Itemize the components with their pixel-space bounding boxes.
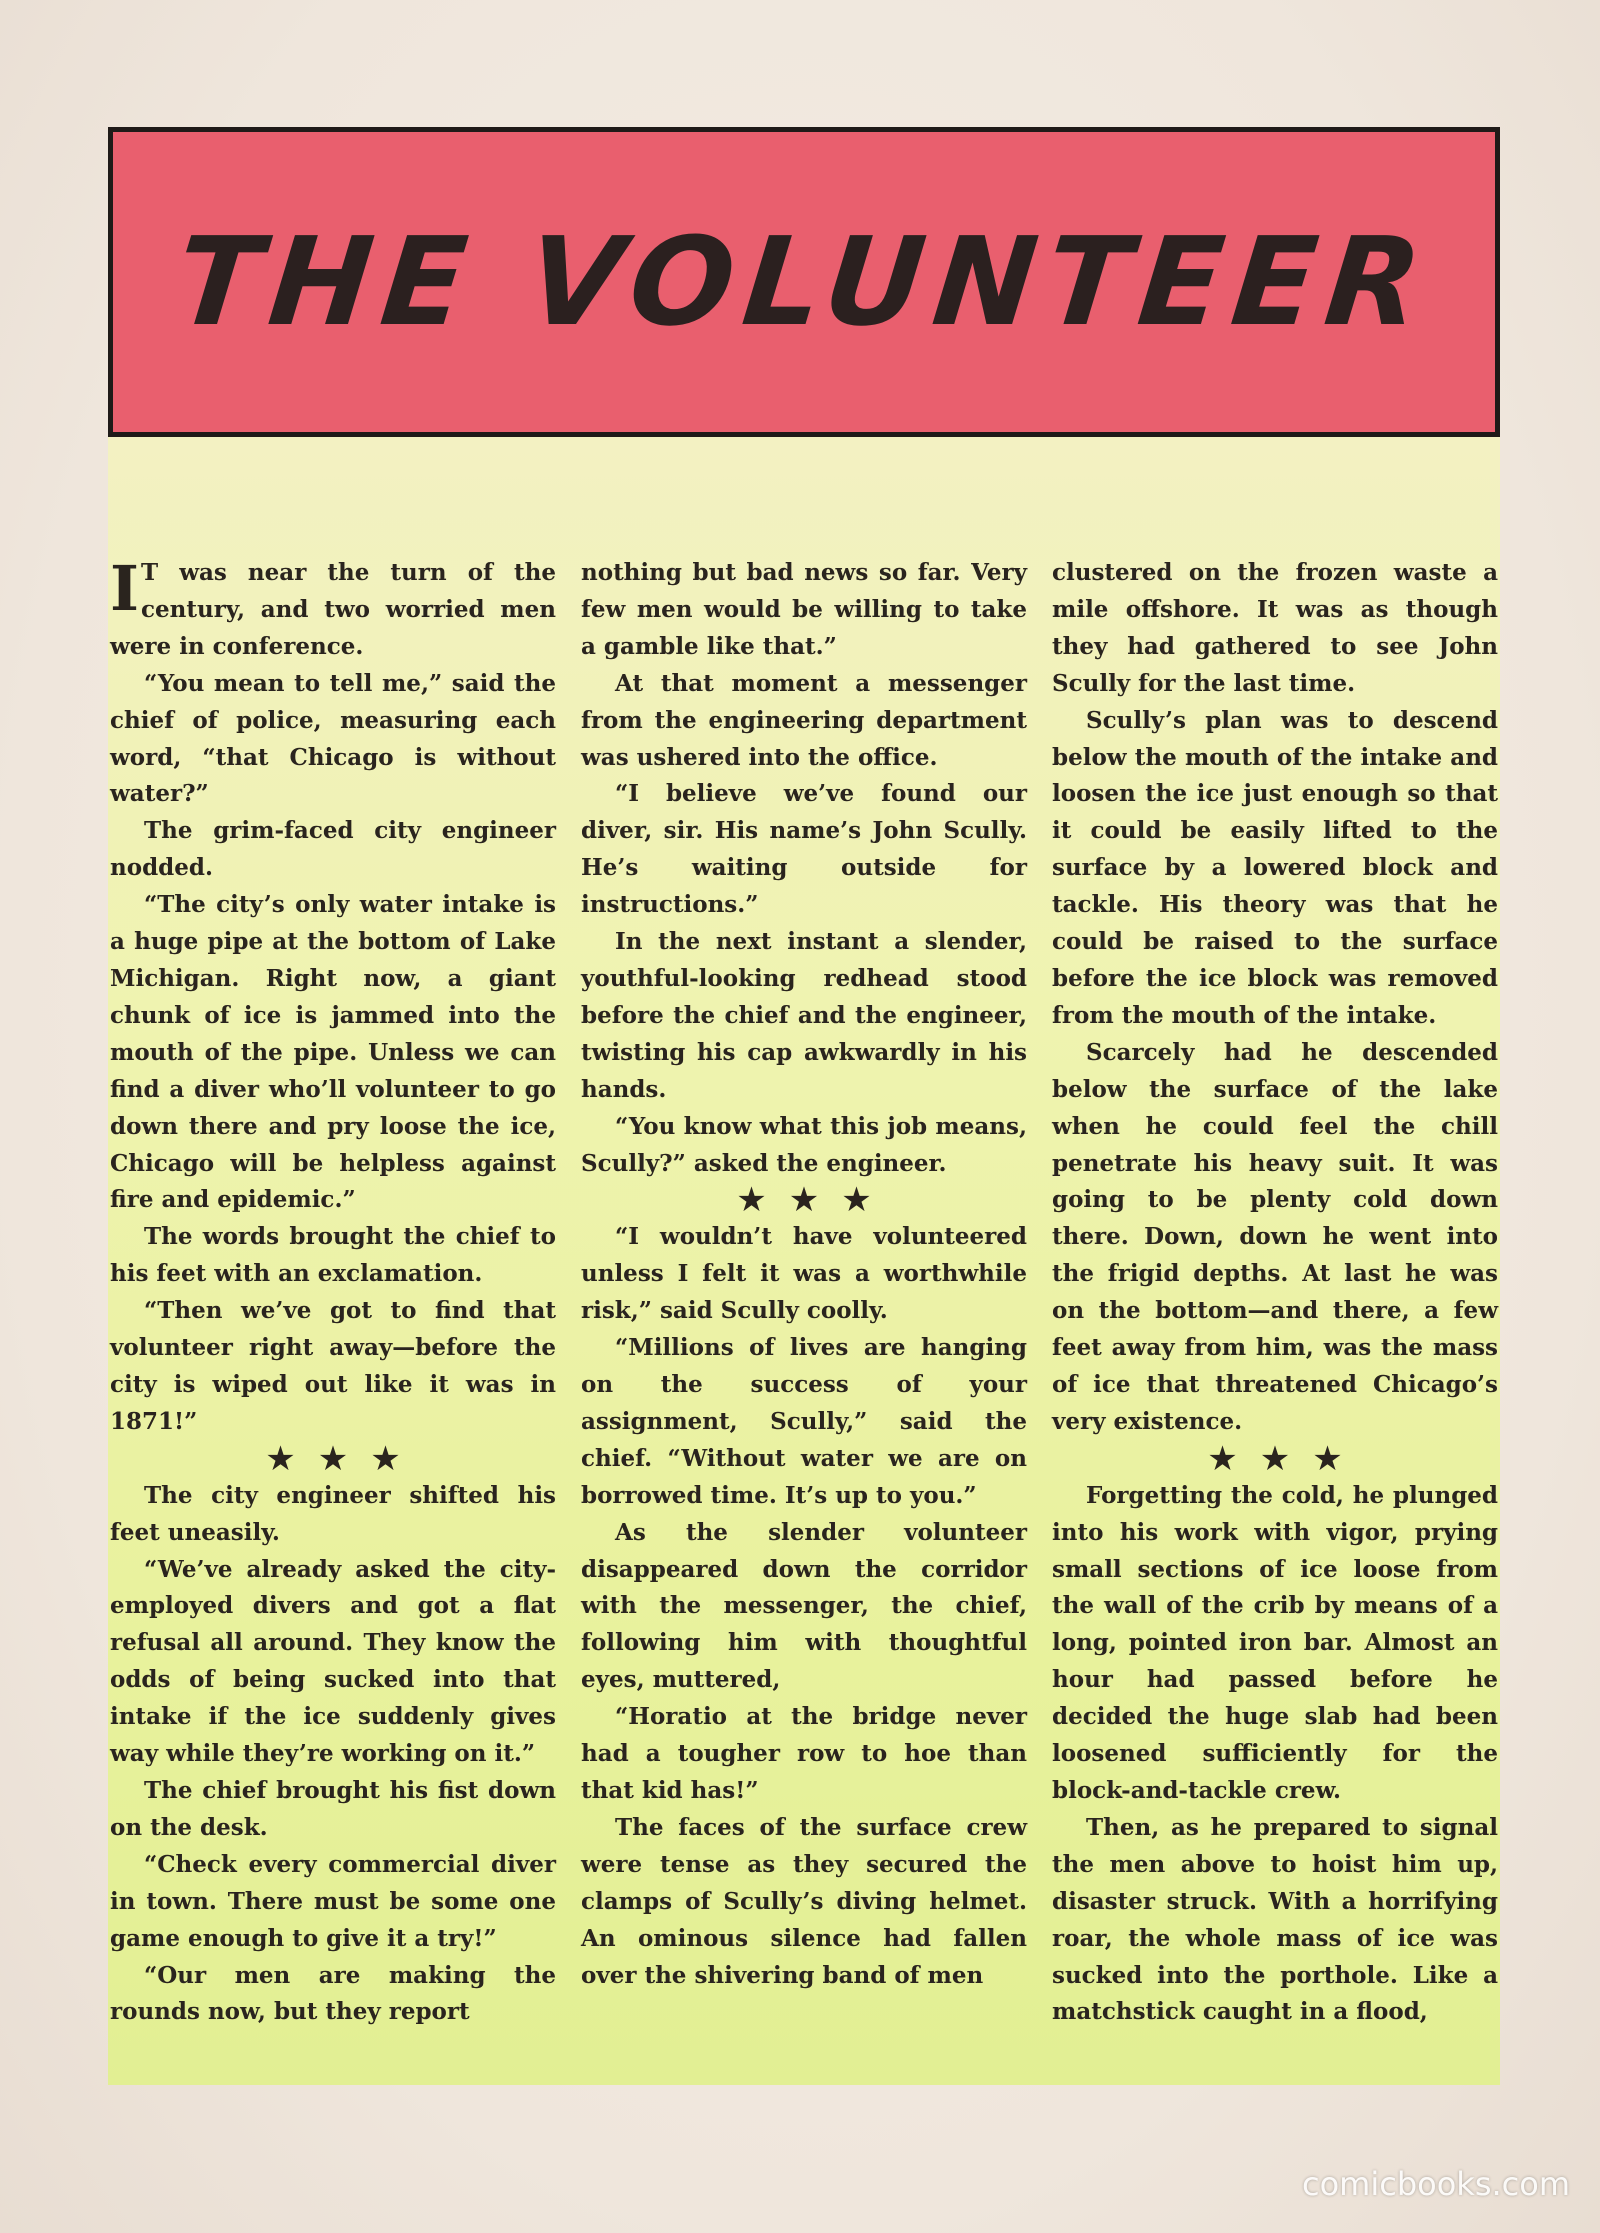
text-column-2 [581,555,1027,1994]
section-break-stars: ★★★ [1207,1438,1365,1479]
paragraph: “We’ve already asked the city-employed divers and got a flat refusal all around. They know the odds of being sucked into that intake if the ice suddenly gives way while they’re working on it.” [110,1555,556,1768]
paragraph: “Horatio at the bridge never had a tougher row to hoe than that kid has!” [581,1703,1027,1804]
paragraph: At that moment a messenger from the engineering department was ushered into the office. [581,669,1027,771]
section-break-stars: ★★★ [265,1438,423,1479]
paragraph: clustered on the frozen waste a mile offshore. It was as though they had gathered to see John Scully for the last time. [1052,559,1498,697]
paragraph: “You know what this job means, Scully?” asked the engineer. [581,1112,1027,1177]
paragraph: “Millions of lives are hanging on the success of your assignment, Scully,” said the chief. “Without water we are on borrowed time. It’s up to you.” [581,1334,1027,1509]
title-banner [108,127,1500,437]
paragraph: Forgetting the cold, he plunged into his work with vigor, prying small sections of ice loose from the wall of the crib by means of a long, pointed iron bar. Almost an hour had passed before he decided the huge slab had been loosened sufficiently for the block-and-tackle crew. [1052,1481,1498,1804]
paragraph: The city engineer shifted his feet uneasily. [110,1481,556,1546]
paragraph: Scully’s plan was to descend below the mouth of the intake and loosen the ice just enough so that it could be easily lifted to the surface by a lowered block and tackle. His theory was that he could be raised to the surface before the ice block was removed from the mouth of the intake. [1052,706,1498,1029]
paragraph: “You mean to tell me,” said the chief of police, measuring each word, “that Chicago is without water?” [110,669,556,808]
paragraph: In the next instant a slender, youthful-looking redhead stood before the chief and the engineer, twisting his cap awkwardly in his hands. [581,928,1027,1103]
site-watermark: comicbooks.com [1301,2165,1570,2203]
paragraph: “Our men are making the rounds now, but they report [110,1961,556,2026]
story-title: THE VOLUNTEER [169,211,1439,353]
paragraph: Scarcely had he descended below the surface of the lake when he could feel the chill penetrate his heavy suit. It was going to be plenty cold down there. Down, down he went into the frigid depths. At last he was on the bottom—and there, a few feet away from him, was the mass of ice that threatened Chicago’s very existence. [1052,1038,1498,1435]
paragraph: As the slender volunteer disappeared down the corridor with the messenger, the chief, following him with thoughtful eyes, muttered, [581,1518,1027,1694]
paragraph: “Then we’ve got to find that volunteer right away—before the city is wiped out like it was in 1871!” [110,1297,556,1435]
paragraph: Then, as he prepared to signal the men above to hoist him up, disaster struck. With a horrifying roar, the whole mass of ice was sucked into the porthole. Like a matchstick caught in a flood, [1052,1813,1498,2026]
paragraph: The chief brought his fist down on the desk. [110,1777,556,1841]
section-break-stars: ★★★ [736,1180,894,1221]
paragraph: The faces of the surface crew were tense as they secured the clamps of Scully’s diving helmet. An ominous silence had fallen over the shivering band of men [581,1813,1027,1989]
paragraph: “I believe we’ve found our diver, sir. His name’s John Scully. He’s waiting outside for instructions.” [581,780,1027,919]
paragraph: The words brought the chief to his feet with an exclamation. [110,1223,556,1288]
paragraph: “The city’s only water intake is a huge pipe at the bottom of Lake Michigan. Right now, a giant chunk of ice is jammed into the mouth of the pipe. Unless we can find a diver who’ll volunteer to go down there and pry loose the ice, Chicago will be helpless against fire and epidemic.” [110,891,556,1214]
paragraph: “Check every commercial diver in town. There must be some one game enough to give it a try!” [110,1850,556,1952]
drop-cap: I [110,552,140,625]
text-column-3 [1052,555,1498,2031]
text-column-1 [110,552,556,2031]
paragraph: I T was near the turn of the century, and two worried men were in conference. [110,552,556,660]
article-body [108,437,1500,2085]
paragraph: nothing but bad news so far. Very few men would be willing to take a gamble like that.” [581,559,1027,660]
paragraph: The grim-faced city engineer nodded. [110,817,556,882]
paragraph: “I wouldn’t have volunteered unless I felt it was a worthwhile risk,” said Scully coolly. [581,1223,1027,1325]
